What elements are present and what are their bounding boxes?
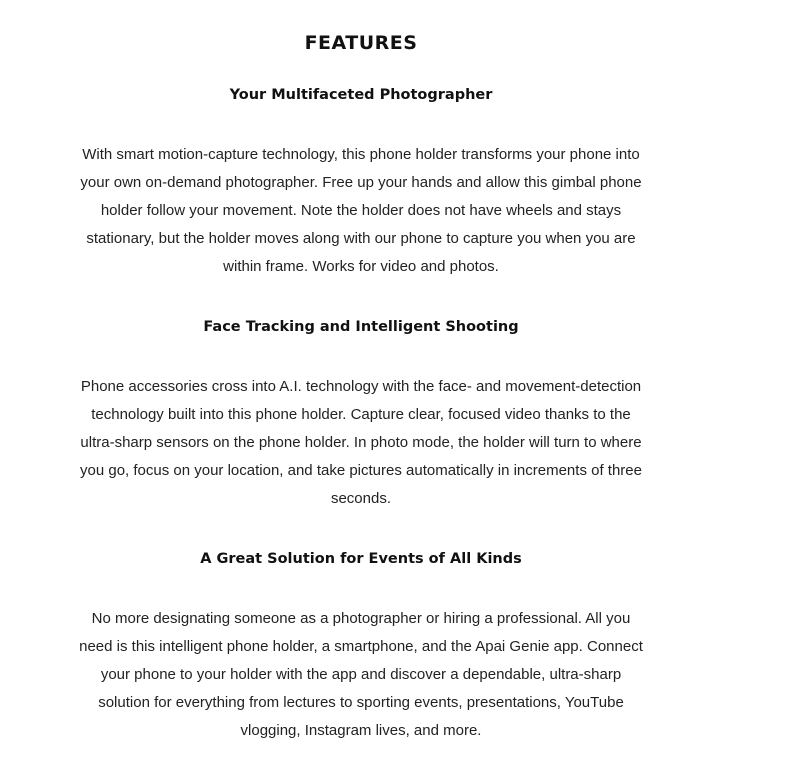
section-heading-events: A Great Solution for Events of All Kinds <box>200 551 522 567</box>
section-heading-photographer: Your Multifaceted Photographer <box>229 87 493 103</box>
section-body-events: No more designating someone as a photographer or hiring a professional. All you need is this intelligent phone holder, a smartphone, and the Apai Genie app. Connect your phone to your holder with the app and discover a dependable, ultra-sharp solution for everything from lectures to sporting events, presentations, YouTube vlogging, Instagram lives, and more. <box>79 610 643 739</box>
page-title: FEATURES <box>304 32 418 54</box>
section-body-face-tracking: Phone accessories cross into A.I. technology with the face- and movement-detection technology built into this phone holder. Capture clear, focused video thanks to the ultra-sharp sensors on the phone holder. In photo mode, the holder will turn to where you go, focus on your location, and take pictures automatically in increments of three seconds. <box>80 378 642 507</box>
section-heading-face-tracking: Face Tracking and Intelligent Shooting <box>203 319 519 335</box>
section-body-photographer: With smart motion-capture technology, this phone holder transforms your phone into your own on-demand photographer. Free up your hands and allow this gimbal phone holder follow your movement. Note the holder does not have wheels and stays stationary, but the holder moves along with our phone to capture you when you are within frame. Works for video and photos. <box>80 146 642 275</box>
